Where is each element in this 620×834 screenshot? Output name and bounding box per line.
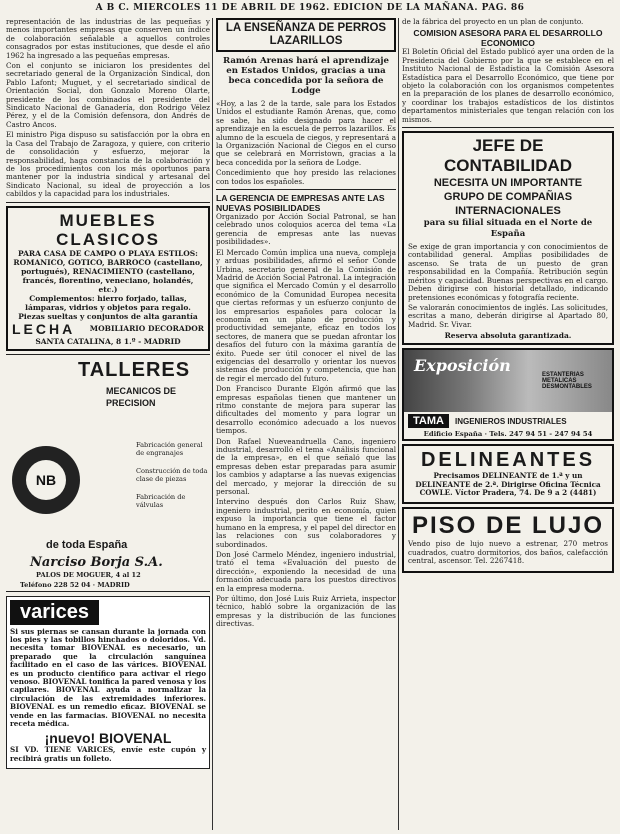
talleres-sub: MECANICOS DE PRECISION <box>106 385 177 408</box>
tama-address: Edificio España · Tels. 247 94 51 - 247 94 54 <box>423 430 593 439</box>
article-text: Intervino después don Carlos Ruiz Shaw, ingeniero industrial, perito en economía, quien expuso la importancia que tiene el factor humano en la empresa, y el papel del director en las relaciones con sus colaboradores y subordinados. <box>216 497 396 549</box>
article-text: Por último, don José Luis Ruiz Arrieta, inspector técnico, habló sobre la organización de las empresas y la distribución de las funciones directivas. <box>216 593 396 629</box>
article-text: Concedimiento que hoy presido las relaciones con todos los españoles. <box>216 168 396 186</box>
tama-brand: TAMA <box>408 414 449 428</box>
jefe-text2: Se valorarán conocimientos de inglés. Las solicitudes, escritas a mano, deberán dirigirse al Apartado 80, Madrid. Sr. Vivar. <box>408 302 608 329</box>
varices-title: varices <box>10 600 99 625</box>
lecha-brand: LECHA <box>12 320 76 337</box>
article-text: Don José Carmelo Méndez, ingeniero industrial, trató el tema «Evaluación del puesto de dirección», exponiendo la necesidad de una formación adecuada para los puestos directivos en la empresa moderna. <box>216 549 396 593</box>
piso-title: PISO DE LUJO <box>411 512 605 540</box>
article-text: de la fábrica del proyecto en un plan de conjunto. <box>402 18 584 26</box>
article-text: El Boletín Oficial del Estado publicó ayer una orden de la Presidencia del Gobierno por la que se establece en el Instituto Nacional de Estadística la Comisión Asesora Estadística para el Desarrollo Económico, que tiene por objeto la colaboración con los organismos competentes en la preparación de los planes de desarrollo económico, y coordinar los trabajos estadísticos de los distintos departamentos ministeriales que tengan relación con los mismos. <box>402 47 614 124</box>
article-title: LA ENSEÑANZA DE PERROS LAZARILLOS <box>216 18 396 52</box>
exposicion-brand: Exposición <box>414 356 511 376</box>
article-text: El Mercado Común implica una nueva, compleja y arduas posibilidades, afirmó el señor Conde Urbina, secretario general de la Comisión de Madrid de Acción Social Patronal. La integración que significa el Mercado Común y el desarrollo económico de la Comunidad Europea necesita que ciertas reformas y un esfuerzo conjunto de los empresarios españoles para colocar la economía en un plano de producción y productividad semejante, eficaz en todos los sectores, de manera que se puedan afrontar los desafíos del futuro con la máxima garantía de éxito. Puede ser útil conocer el nivel de las exigencias del desarrollo y orientar los nuevos sistemas de producción y competencia, que han de regir el mercado del futuro. <box>216 247 396 383</box>
piso-ad <box>402 507 614 572</box>
varices-footer: SI VD. TIENE VARICES, envíe este cupón y recibirá gratis un folleto. <box>10 745 206 763</box>
jefe-text: Se exige de gran importancia y con conocimientos de contabilidad general. Amplias posibilidades de ascenso. Se trata de un puesto de gran responsabilidad en la Compañía. Retribución según méritos y capacidad. Buenas perspectivas en el cargo. Deben dirigirse con historial detallado, indicando pretensiones económicas y fotografía reciente. <box>408 242 608 302</box>
divider <box>402 127 614 128</box>
talleres-address: PALOS DE MOGUER, 4 al 12 <box>36 570 141 579</box>
talleres-phone: Teléfono 228 52 04 · MADRID <box>20 580 130 589</box>
talleres-item: Construcción de toda clase de piezas <box>136 466 208 483</box>
muebles-text: PARA CASA DE CAMPO O PLAYA ESTILOS: ROMANICO, GOTICO, BARROCO (castellano, portugués), RENACIMIENTO (castellano, francés, florentino, veneciano, holandés, etc.) <box>13 248 203 294</box>
delineantes-text: Precisamos DELINEANTE de 1.ª y un DELINEANTE de 2.ª. Dirigirse Oficina Técnica COWLE. Víctor Pradera, 74. De 9 a 2 (4481) <box>415 471 601 497</box>
muebles-title: MUEBLES CLASICOS <box>56 210 160 249</box>
article-text: representación de las industrias de las pequeñas y menos importantes empresas que conserven un índice de colaboración señalable a aquellos controles consagrados por estas instituciones, que desde el año 1962 ha ingresado a las pequeñas empresas. <box>6 18 210 60</box>
column-divider <box>398 18 399 830</box>
divider <box>216 189 396 190</box>
lecha-sub: MOBILIARIO DECORADOR <box>89 324 204 334</box>
page-header: A B C. MIERCOLES 11 DE ABRIL DE 1962. EDICION DE LA MAÑANA. PAG. 86 <box>95 3 525 13</box>
talleres-company: Narciso Borja S.A. <box>30 554 163 570</box>
jefe-title: JEFE DE CONTABILIDAD <box>443 136 573 176</box>
talleres-item: Fabricación general de engranajes <box>136 440 203 457</box>
muebles-text3: Piezas sueltas y conjuntos de alta garantía <box>18 311 198 321</box>
article-text: Con el conjunto se iniciaron los presidentes del secretariado general de la Organización Sindical, don Pablo Lafont; Muguet, y el secretariado sindical de Orientación Social, don Gonzalo Moreno Olarte, presidente de los combinados el presidente del Sindicato Nacional de Ganadería, don Rodrigo Vélez Pérez, y el de la Comisión defensora, don Andrés de Castro Ancos. <box>6 61 210 129</box>
talleres-ad <box>6 354 210 592</box>
jefe-footer: Reserva absoluta garantizada. <box>444 331 572 341</box>
varices-brand: ¡nuevo! BIOVENAL <box>44 730 172 747</box>
exposicion-sub: ESTANTERIAS METALICAS DESMONTABLES <box>542 372 592 391</box>
varices-text: Si sus piernas se cansan durante la jornada con los pies y las tobillos hinchados o doloridos. Vd. necesita tomar BIOVENAL es necesario, un preparado que la circulación sanguínea facilitado en el caso de las várices. BIOVENAL es un producto científico para activar el riego venoso. BIOVENAL tonifica la pared venosa y los capilares. BIOVENAL ayuda a normalizar la circulación de las extremidades inferiores. BIOVENAL es un remedio eficaz. BIOVENAL se vende en las farmacias. BIOVENAL no necesita receta médica. <box>10 626 206 728</box>
talleres-footer: de toda España <box>46 538 128 551</box>
talleres-title: TALLERES <box>78 358 191 381</box>
varices-ad <box>6 596 210 770</box>
article-subtitle: Ramón Arenas hará el aprendizaje en Estados Unidos, gracias a una beca concedida por la señora de Lodge <box>222 56 390 96</box>
article-text: «Hoy, a las 2 de la tarde, sale para los Estados Unidos el estudiante Ramón Arenas, que, como se sabe, ha sido designado para hacer el aprendizaje en la escuela de perros lazarillos. Es alumno de la escuela de ciegos, y representará a la Organización Nacional de Ciegos en el curso que se celebrará en Morristown, gracias a la beca concedida por la señora de Lodge. <box>216 99 396 167</box>
column-right <box>402 18 614 830</box>
delineantes-ad <box>402 444 614 504</box>
jefe-sub1: NECESITA UN IMPORTANTE <box>433 177 583 190</box>
column-center <box>216 18 396 830</box>
talleres-item: Fabricación de válvulas <box>136 492 186 509</box>
jefe-ad <box>402 131 614 345</box>
article-text: Don Rafael Nueveandruella Cano, ingeniero industrial, desarrolló el tema «Análisis funcional de la empresa», en el que señaló que las empresas deben estar preparadas para asumir los cambios y adaptarse a las nuevas exigencias del mercado, y mejorar la dirección de su personal. <box>216 436 396 497</box>
muebles-ad <box>6 206 210 351</box>
piso-text: Vendo piso de lujo nuevo a estrenar, 270 metros cuadrados, cuatro dormitorios, dos baños, calefacción central, ascensor. Tel. 2267418. <box>408 539 608 566</box>
article-title: LA GERENCIA DE EMPRESAS ANTE LAS NUEVAS POSIBILIDADES <box>216 193 385 214</box>
delineantes-title: DELINEANTES <box>420 449 596 472</box>
talleres-brand: NB <box>35 471 57 488</box>
jefe-sub2: GRUPO DE COMPAÑIAS INTERNACIONALES <box>443 191 573 218</box>
article-text: Don Francisco Durante Elgón afirmó que las empresas españolas tienen que mantener un ritmo constante de mejora para superar las dificultades del momento y para lograr un desarrollo económico adecuado a los nuevos tiempos. <box>216 384 396 436</box>
lecha-address: SANTA CATALINA, 8 1.º - MADRID <box>35 336 181 346</box>
tama-sub: INGENIEROS INDUSTRIALES <box>454 416 567 426</box>
jefe-sub3: para su filial situada en el Norte de España <box>423 218 593 240</box>
exposicion-ad <box>402 348 614 441</box>
article-text: El ministro Piga dispuso su satisfacción por la obra en la Casa del Trabajo de Zaragoza, y quiere, con criterio de consolidación y esfuerzo, mejorar la responsabilidad, haga constancia de la colaboración y de los procedimientos con los más oportunos para mantener por la industria sindical y artesanal del Sindicato Nacional, su ideal de proyección a los cabildos y la capacidad para los industriales. <box>6 130 210 199</box>
column-divider <box>212 18 213 830</box>
article-title: COMISION ASESORA PARA EL DESARROLLO ECONOMICO <box>413 28 603 49</box>
muebles-text2: Complementos: hierro forjado, tallas, lámparas, vidrios y objetos para regalo. <box>25 293 191 312</box>
shelving-image <box>404 350 612 412</box>
gear-icon <box>6 415 86 545</box>
article-text: Organizado por Acción Social Patronal, se han celebrado unos coloquios acerca del tema «La gerencia de empresas ante las nuevas posibilidades». <box>216 212 396 247</box>
column-left <box>6 18 210 830</box>
divider <box>6 202 210 203</box>
